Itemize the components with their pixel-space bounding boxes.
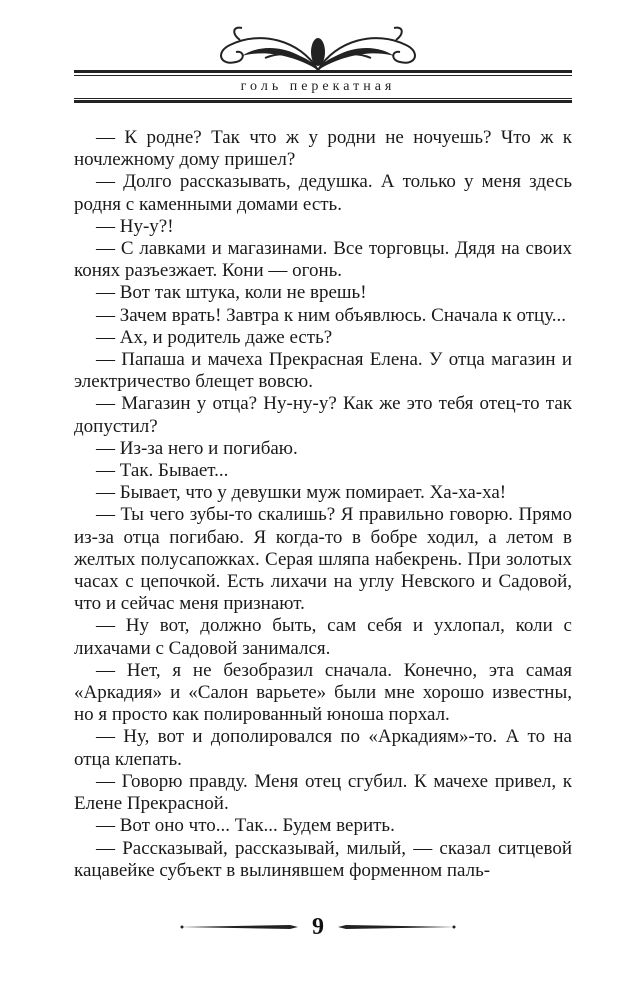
paragraph: — Долго рассказывать, дедушка. А только у меня здесь родня с каменными домами есть. [74, 171, 572, 215]
page-number: 9 [312, 914, 324, 940]
paragraph: — Ну, вот и дополировался по «Аркадиям»-то. А то на отца клепать. [74, 726, 572, 770]
paragraph: — Нет, я не безобразил сначала. Конечно, эта самая «Аркадия» и «Салон варьете» были мне хорошо известны, но я просто как полированный юноша порхал. [74, 659, 572, 726]
paragraph: — Ах, и родитель даже есть? [96, 326, 333, 348]
paragraph: — С лавками и магазинами. Все торговцы. Дядя на своих конях разъезжает. Кони — огонь. [74, 238, 572, 282]
paragraph: — Вот так штука, коли не врешь! [96, 282, 367, 304]
paragraph: — Папаша и мачеха Прекрасная Елена. У отца магазин и электричество блещет вовсю. [74, 349, 572, 393]
running-title: голь перекатная [240, 79, 396, 94]
paragraph: — Рассказывай, рассказывай, милый, — сказал ситцевой кацавейке субъект в вылинявшем форменном паль- [74, 837, 572, 881]
paragraph: — Вот оно что... Так... Будем верить. [96, 815, 395, 837]
paragraph: — Говорю правду. Меня отец сгубил. К мачехе привел, к Елене Прекрасной. [74, 770, 572, 815]
paragraph: — Из-за него и погибаю. [96, 437, 298, 459]
paragraph: — Магазин у отца? Ну-ну-у? Как же это тебя отец-то так допустил? [74, 393, 572, 437]
paragraph: — Ну вот, должно быть, сам себя и ухлопал, коли с лихачами с Садовой занимался. [74, 615, 572, 659]
paragraph: — Ты чего зубы-то скалишь? Я правильно говорю. Прямо из-за отца погибаю. Я когда-то в бобре ходил, а летом в желтых полусапожках. Серая шляпа набекрень. При золотых часах с цепочкой. Есть лихачи на углу Невского и Садовой, что и сейчас меня признают. [74, 504, 572, 615]
body-text [74, 127, 572, 882]
paragraph: — Так. Бывает... [96, 460, 229, 482]
paragraph: — Бывает, что у девушки муж помирает. Ха-ха-ха! [96, 482, 507, 504]
paragraph: — К родне? Так что ж у родни не ночуешь? Что ж к ночлежному дому пришел? [74, 127, 572, 171]
paragraph: — Зачем врать! Завтра к ним объявлюсь. Сначала к отцу... [96, 304, 567, 326]
paragraph: — Ну-у?! [96, 215, 174, 237]
